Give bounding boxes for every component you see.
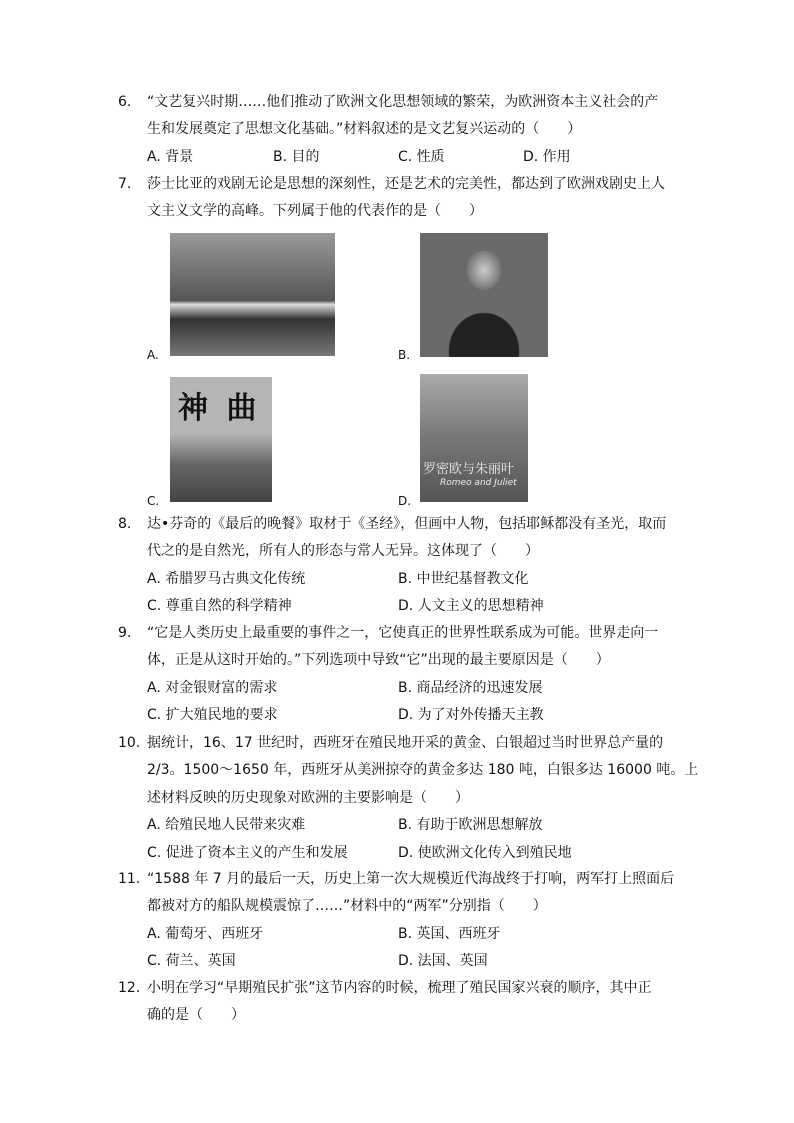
option-a: A. 葡萄牙、西班牙 xyxy=(147,925,264,942)
question-text: 达•芬奇的《最后的晚餐》取材于《圣经》，但画中人物，包括耶稣都没有圣光，取而 xyxy=(147,516,667,532)
question-text: 据统计，16、17 世纪时，西班牙在殖民地开采的黄金、白银超过当时世界总产量的 xyxy=(147,735,664,751)
option-b: B. 中世纪基督教文化 xyxy=(398,570,529,587)
option-a: A. 背景 xyxy=(147,148,194,165)
question-12 xyxy=(118,975,678,1030)
question-text: 小明在学习“早期殖民扩张”这节内容的时候，梳理了殖民国家兴衰的顺序，其中正 xyxy=(147,980,652,996)
question-number: 7. xyxy=(118,176,132,192)
option-b: B. 英国、西班牙 xyxy=(398,925,501,942)
question-text: 代之的是自然光，所有人的形态与常人无异。这体现了（ ） xyxy=(147,543,539,560)
last-supper-image xyxy=(170,233,335,356)
question-text: 确的是（ ） xyxy=(147,1007,245,1024)
question-text: 述材料反映的历史现象对欧洲的主要影响是（ ） xyxy=(147,789,469,806)
question-11 xyxy=(118,866,678,976)
mona-lisa-image xyxy=(420,233,548,357)
question-text: 都被对方的船队规模震惊了……”材料中的“两军”分别指（ ） xyxy=(147,898,547,915)
option-b: B. 目的 xyxy=(273,148,320,165)
book-subtitle: Romeo and Juliet xyxy=(440,478,517,488)
option-c: C. 扩大殖民地的要求 xyxy=(147,707,278,724)
option-a: A. 对金银财富的需求 xyxy=(147,679,278,696)
option-a: A. 给殖民地人民带来灾难 xyxy=(147,817,306,834)
option-d: D. 人文主义的思想精神 xyxy=(398,598,544,615)
question-text: 文主义文学的高峰。下列属于他的代表作的是（ ） xyxy=(147,203,483,220)
question-9 xyxy=(118,620,678,730)
question-number: 6. xyxy=(118,94,132,110)
question-number: 9. xyxy=(118,625,132,641)
question-text: 体，正是从这时开始的。”下列选项中导致“它”出现的最主要原因是（ ） xyxy=(147,652,610,669)
question-number: 11. xyxy=(118,871,141,887)
option-b: B. 商品经济的迅速发展 xyxy=(398,679,543,696)
question-text: 2/3。1500～1650 年，西班牙从美洲掠夺的黄金多达 180 吨，白银多达 16000 吨。上 xyxy=(147,762,699,779)
book-title: 罗密欧与朱丽叶 xyxy=(423,462,515,477)
option-c: C. xyxy=(147,494,160,508)
option-d: D. 使欧洲文化传入到殖民地 xyxy=(398,844,572,861)
option-d: D. 为了对外传播天主教 xyxy=(398,707,544,724)
option-d: D. 法国、英国 xyxy=(398,953,488,970)
question-text: 生和发展奠定了思想文化基础。”材料叙述的是文艺复兴运动的（ ） xyxy=(147,121,582,138)
option-c: C. 性质 xyxy=(398,148,445,165)
option-b: B. 有助于欧洲思想解放 xyxy=(398,817,543,834)
option-d: D. 作用 xyxy=(523,148,571,165)
question-6 xyxy=(118,89,678,171)
question-number: 10. xyxy=(118,735,141,751)
book-title: 神 曲 xyxy=(178,391,261,426)
divine-comedy-image xyxy=(170,377,272,502)
romeo-juliet-image xyxy=(420,374,528,502)
question-text: “文艺复兴时期……他们推动了欧洲文化思想领域的繁荣，为欧洲资本主义社会的产 xyxy=(147,94,659,110)
question-number: 12. xyxy=(118,980,141,996)
option-c: C. 荷兰、英国 xyxy=(147,953,236,970)
option-d: D. xyxy=(398,494,412,508)
question-8 xyxy=(118,511,678,621)
question-text: 莎士比亚的戏剧无论是思想的深刻性，还是艺术的完美性，都达到了欧洲戏剧史上人 xyxy=(147,176,665,192)
question-text: “1588 年 7 月的最后一天，历史上第一次大规模近代海战终于打响，两军打上照面后 xyxy=(147,871,675,887)
option-a: A. xyxy=(147,348,159,362)
option-c: C. 尊重自然的科学精神 xyxy=(147,598,292,615)
question-text: “它是人类历史上最重要的事件之一，它使真正的世界性联系成为可能。世界走向一 xyxy=(147,625,659,641)
option-b: B. xyxy=(398,348,411,362)
question-number: 8. xyxy=(118,516,132,532)
option-a: A. 希腊罗马古典文化传统 xyxy=(147,570,306,587)
question-10 xyxy=(118,730,699,867)
option-c: C. 促进了资本主义的产生和发展 xyxy=(147,844,348,861)
question-7 xyxy=(118,171,678,226)
